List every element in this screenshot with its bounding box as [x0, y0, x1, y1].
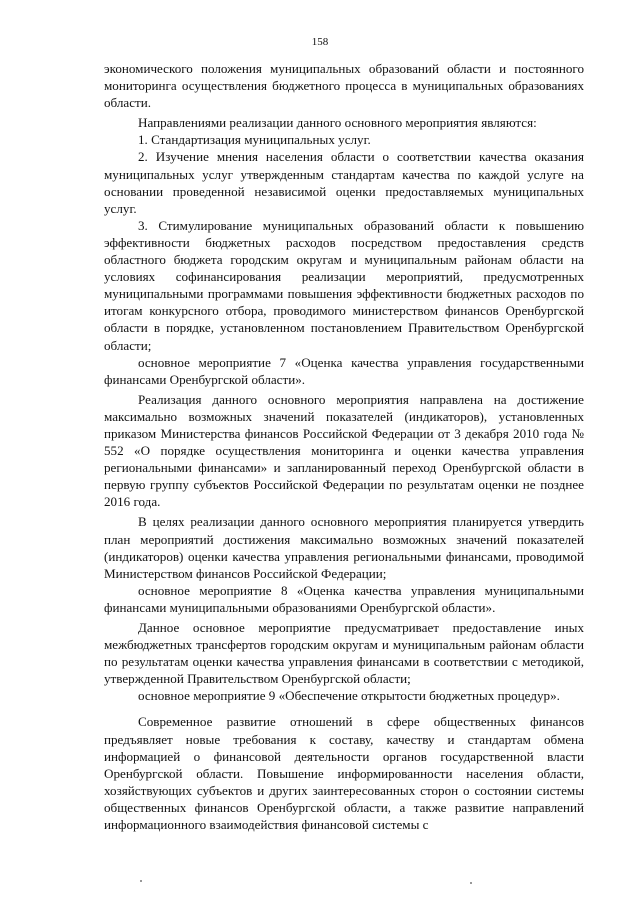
paragraph: Реализация данного основного мероприятия направлена на достижение максимально возможных значений показателей (индикаторов), установленных приказом Министерства финансов Российской Федерации от 3 декабря 2010 года № 552 «О порядке осуществления мониторинга и оценки качества управления региональными финансами» и запланированный переход Оренбургской области в первую группу субъектов Российской Федерации по результатам оценки не позднее 2016 года.: [104, 391, 584, 510]
list-item: 1. Стандартизация муниципальных услуг.: [138, 132, 371, 148]
paragraph: В целях реализации данного основного мероприятия планируется утвердить план мероприятий достижения максимально возможных значений показателей (индикаторов) оценки качества управления региональными финансами, проводимой Министерством финансов Российской Федерации;: [104, 514, 584, 581]
paragraph: экономического положения муниципальных образований области и постоянного мониторинга осуществления бюджетного процесса в муниципальных образованиях области.: [104, 61, 584, 111]
scan-speck: [140, 880, 142, 882]
list-item: 3. Стимулирование муниципальных образований области к повышению эффективности бюджетных расходов посредством предоставления средств областного бюджета городским округам и муниципальным районам области на условиях софинансирования реализации мероприятий, предусмотренных муниципальными программами повышения эффективности бюджетных расходов по итогам конкурсного отбора, проводимого министерством финансов Оренбургской области в порядке, установленном постановлением Правительством Оренбургской области;: [104, 217, 584, 353]
measure-heading: основное мероприятие 8 «Оценка качества управления муниципальными финансами муниципальными образованиями Оренбургской области».: [104, 582, 584, 615]
scan-speck: [470, 882, 472, 884]
measure-heading: основное мероприятие 9 «Обеспечение открытости бюджетных процедур».: [138, 688, 560, 704]
list-item: 2. Изучение мнения населения области о соответствии качества оказания муниципальных услуг утвержденным стандартам качества по каждой услуге на основании проведенной независимой оценки предоставляемых муниципальных услуг.: [104, 149, 584, 216]
document-body: [104, 60, 584, 833]
paragraph: Направлениями реализации данного основного мероприятия являются:: [138, 115, 537, 131]
measure-heading: основное мероприятие 7 «Оценка качества управления государственными финансами Оренбургской области».: [104, 354, 584, 387]
paragraph: Данное основное мероприятие предусматривает предоставление иных межбюджетных трансфертов городским округам и муниципальным районам области по результатам оценки качества управления финансами в соответствии с методикой, утвержденной Правительством Оренбургской области;: [104, 620, 584, 687]
page-number: 158: [311, 36, 329, 48]
paragraph: Современное развитие отношений в сфере общественных финансов предъявляет новые требования к составу, качеству и стандартам обмена информацией о финансовой деятельности органов государственной власти Оренбургской области. Повышение информированности населения области, хозяйствующих субъектов и других заинтересованных сторон о состоянии системы общественных финансов Оренбургской области, а также развитие направлений информационного взаимодействия финансовой системы с: [104, 714, 584, 833]
